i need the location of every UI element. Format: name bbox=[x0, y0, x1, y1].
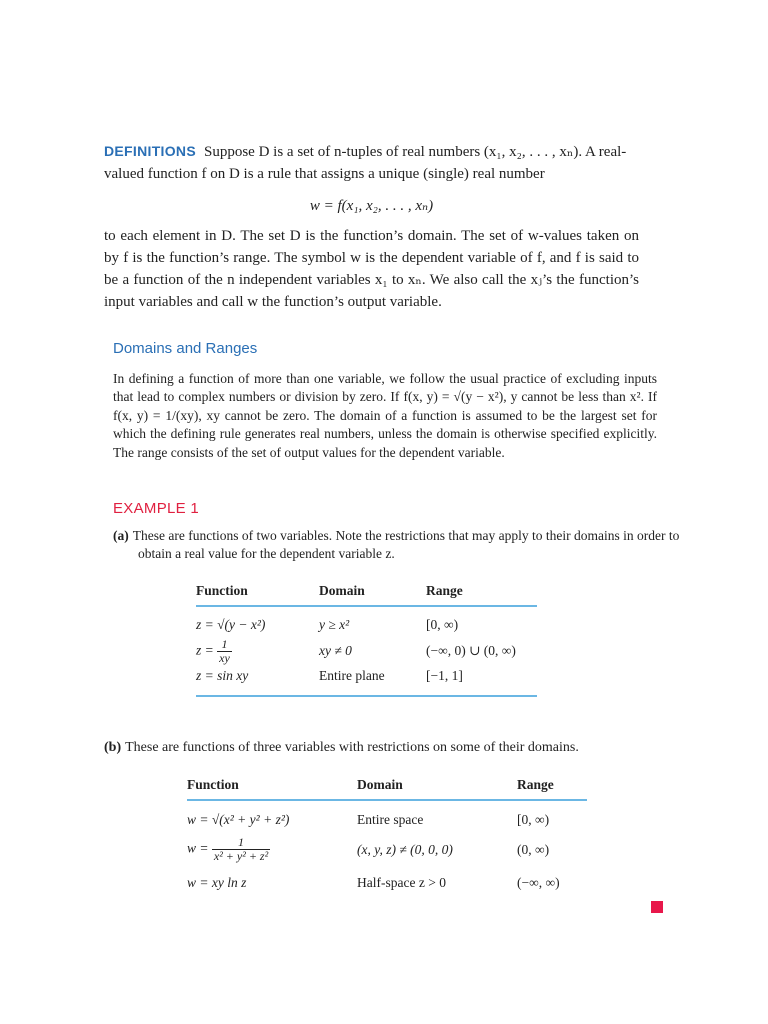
definitions-intro bbox=[104, 140, 639, 185]
function-cell: z = √(y − x²) bbox=[196, 616, 266, 632]
header-domain: Domain bbox=[319, 583, 365, 598]
definitions-box bbox=[104, 140, 639, 313]
fraction-denominator: x² + y² + z² bbox=[213, 849, 269, 863]
part-a-text: These are functions of two variables. Note the restrictions that may apply to their domains in order to obtain a real value for the dependent variable z. bbox=[132, 528, 680, 562]
table-row bbox=[187, 866, 587, 899]
header-range: Range bbox=[517, 777, 554, 792]
range-cell: [0, ∞) bbox=[517, 812, 550, 827]
table-two-variables bbox=[196, 577, 537, 697]
range-cell: [−1, 1] bbox=[426, 667, 463, 683]
function-cell: w = √(x² + y² + z²) bbox=[187, 812, 290, 827]
function-lhs: w = bbox=[187, 840, 209, 856]
example-part-b bbox=[104, 738, 664, 758]
header-range: Range bbox=[426, 583, 463, 598]
domain-cell: (x, y, z) ≠ (0, 0, 0) bbox=[357, 841, 453, 857]
domain-cell: xy ≠ 0 bbox=[319, 643, 352, 658]
function-cell bbox=[196, 636, 319, 666]
range-cell: (−∞, 0) ∪ (0, ∞) bbox=[426, 643, 516, 658]
header-function: Function bbox=[187, 777, 239, 792]
definitions-p1: Suppose D is a set of n-tuples of real numbers (x₁, x₂, . . . , xₙ). A real-valued function f on D is a rule that assigns a unique (single) real number bbox=[104, 144, 627, 182]
fraction bbox=[217, 638, 232, 665]
header-domain: Domain bbox=[357, 777, 403, 792]
header-function: Function bbox=[196, 583, 248, 598]
example-part-a bbox=[113, 527, 682, 564]
end-of-example-square-icon bbox=[651, 901, 663, 913]
example-title: EXAMPLE 1 bbox=[113, 500, 200, 517]
function-cell: w = xy ln z bbox=[187, 874, 247, 890]
domain-cell: Entire plane bbox=[319, 667, 385, 683]
function-lhs: z = bbox=[196, 642, 214, 658]
domain-cell: Half-space z > 0 bbox=[357, 874, 446, 890]
definitions-heading: DEFINITIONS bbox=[104, 143, 196, 159]
fraction-denominator: xy bbox=[219, 650, 230, 665]
range-cell: [0, ∞) bbox=[426, 616, 459, 632]
domain-cell: y ≥ x² bbox=[319, 616, 350, 632]
table-row bbox=[187, 833, 587, 866]
definition-formula: w = f(x₁, x₂, . . . , xₙ) bbox=[309, 198, 434, 214]
table-three-variables bbox=[187, 771, 587, 899]
part-b-label: (b) bbox=[104, 740, 122, 755]
section-title: Domains and Ranges bbox=[113, 340, 258, 357]
function-cell bbox=[187, 833, 357, 866]
table-row bbox=[187, 800, 587, 833]
function-cell: z = sin xy bbox=[196, 667, 249, 683]
table-row bbox=[196, 606, 537, 636]
definitions-p2: to each element in D. The set D is the function’s domain. The set of w-values taken on by f is the function’s range. The symbol w is the dependent variable of f, and f is said to be a function of the n independent variables x₁ to xₙ. We also call the xⱼ’s the function’s input variables and call w the function’s output variable. bbox=[104, 228, 639, 310]
section-body: In defining a function of more than one variable, we follow the usual practice of excluding inputs that lead to complex numbers or division by zero. If f(x, y) = √(y − x²), y cannot be less than x². If f(x, y) = 1/(xy), xy cannot be zero. The domain of a function is assumed to be the largest set for which the defining rule generates real numbers, unless the domain is otherwise specified explicitly. The range consists of the set of output values for the dependent variable. bbox=[113, 371, 657, 460]
fraction bbox=[212, 836, 270, 863]
table-row bbox=[196, 636, 537, 666]
part-b-text: These are functions of three variables with restrictions on some of their domains. bbox=[125, 740, 579, 755]
fraction-numerator: 1 bbox=[212, 836, 270, 850]
fraction-numerator: 1 bbox=[217, 638, 232, 652]
domain-cell: Entire space bbox=[357, 812, 424, 827]
range-cell: (0, ∞) bbox=[517, 841, 550, 857]
range-cell: (−∞, ∞) bbox=[517, 874, 560, 890]
table-row bbox=[196, 666, 537, 696]
table-header-row bbox=[196, 577, 537, 606]
table-header-row bbox=[187, 771, 587, 800]
part-a-label: (a) bbox=[113, 528, 129, 543]
